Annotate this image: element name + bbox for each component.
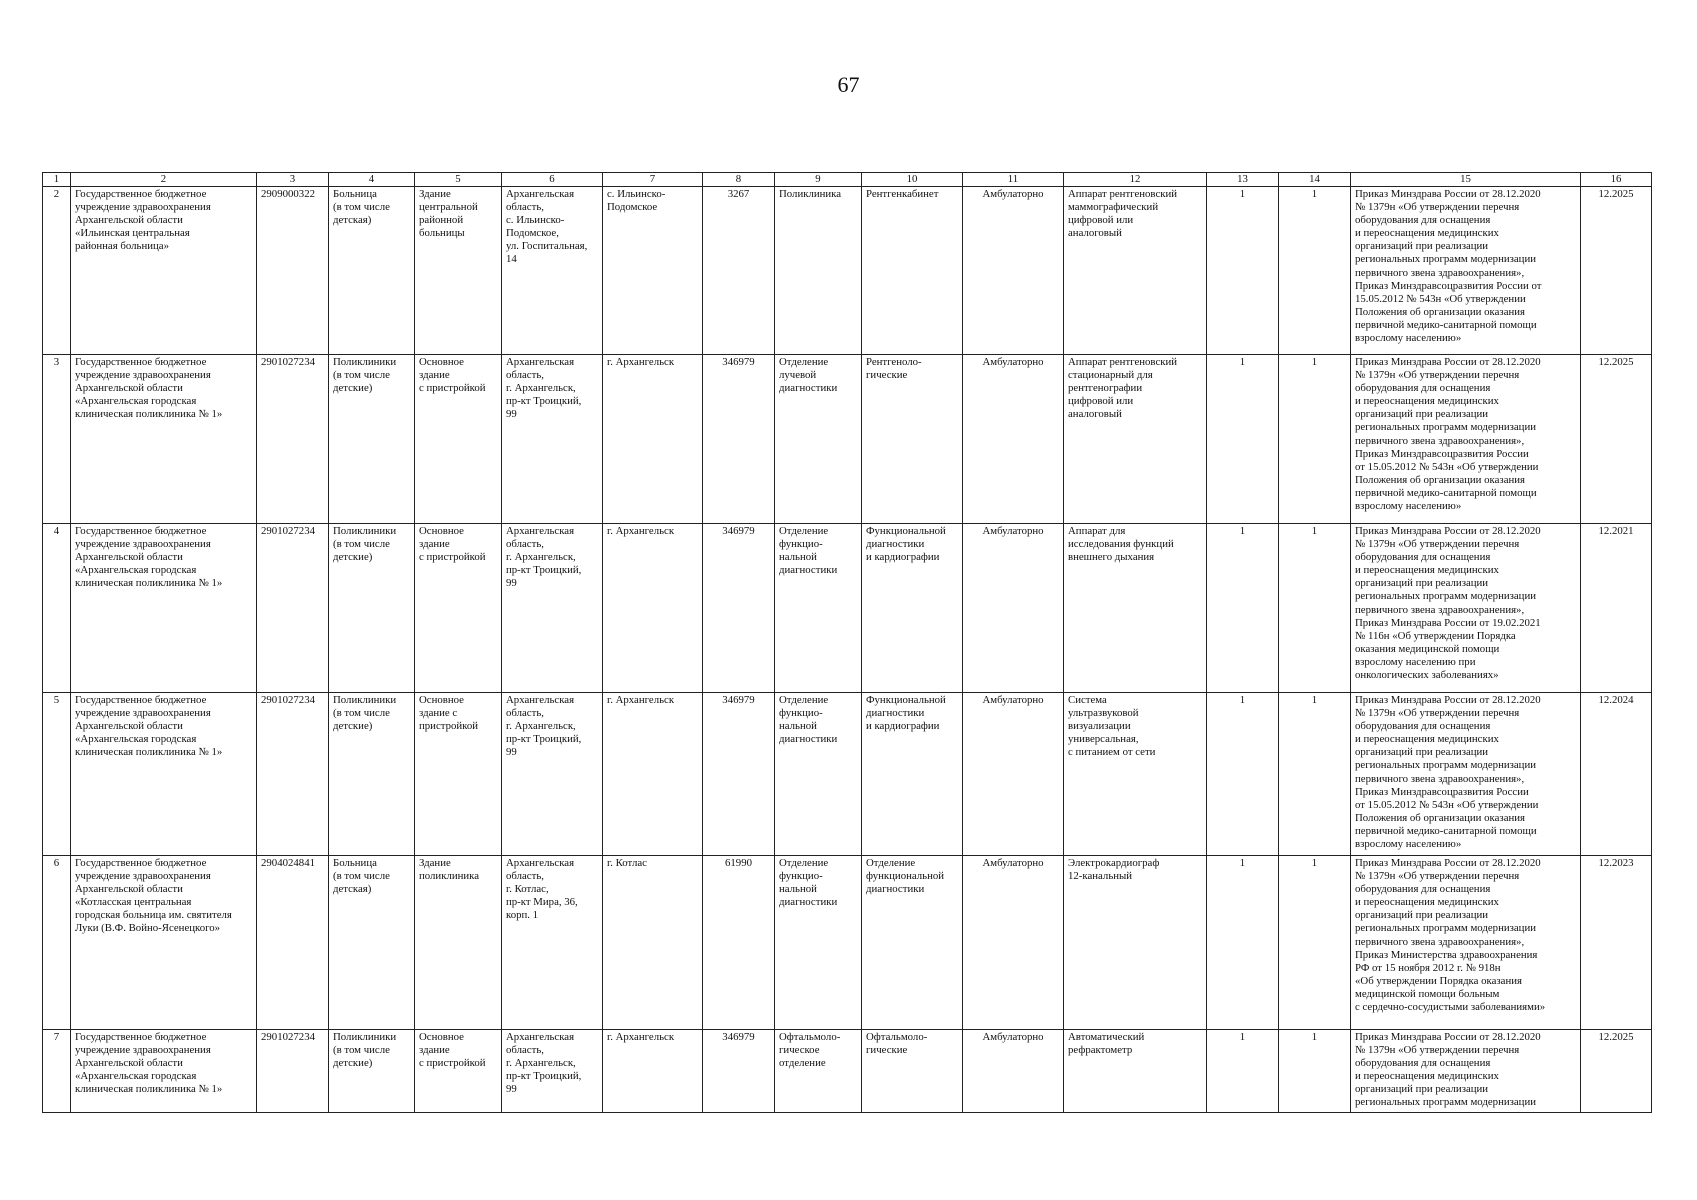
equipment: Аппарат для исследования функций внешнего дыхания [1064, 524, 1207, 693]
facility-type: Поликлиники (в том числе детские) [329, 693, 415, 856]
legal-basis: Приказ Минздрава России от 28.12.2020 № 1379н «Об утверждении перечня оборудования для оснащения и переоснащения медицинских организаций при реализации региональных программ модернизации первичного звена здравоохранения», Приказ Минздравсоцразвития России от 15.05.2012 № 543н «Об утверждении Положения об организации оказания первичной медико-санитарной помощи взрослому населению» [1351, 693, 1581, 856]
column-number: 3 [257, 173, 329, 187]
column-number: 9 [775, 173, 862, 187]
unit: Отделение функцио- нальной диагностики [775, 693, 862, 856]
row-number: 6 [43, 856, 71, 1030]
care-type: Амбулаторно [963, 187, 1064, 355]
due-date: 12.2023 [1581, 856, 1652, 1030]
address: Архангельская область, с. Ильинско- Подомское, ул. Госпитальная, 14 [502, 187, 603, 355]
table-row [43, 524, 1652, 693]
column-number: 6 [502, 173, 603, 187]
organization-name: Государственное бюджетное учреждение здравоохранения Архангельской области «Архангельская городская клиническая поликлиника № 1» [71, 524, 257, 693]
equipment-register-table [42, 172, 1652, 1113]
quantity-14: 1 [1279, 187, 1351, 355]
care-type: Амбулаторно [963, 355, 1064, 524]
column-number: 13 [1207, 173, 1279, 187]
legal-basis: Приказ Минздрава России от 28.12.2020 № 1379н «Об утверждении перечня оборудования для оснащения и переоснащения медицинских организаций при реализации региональных программ модернизации первичного звена здравоохранения», Приказ Минздрава России от 19.02.2021 № 116н «Об утверждении Порядка оказания медицинской помощи взрослому населению при онкологических заболеваниях» [1351, 524, 1581, 693]
unit: Отделение лучевой диагностики [775, 355, 862, 524]
address: Архангельская область, г. Архангельск, пр-кт Троицкий, 99 [502, 693, 603, 856]
equipment: Автоматический рефрактометр [1064, 1030, 1207, 1113]
column-number: 8 [703, 173, 775, 187]
page-number: 67 [837, 72, 860, 97]
table-row [43, 1030, 1652, 1113]
facility-type: Больница (в том числе детская) [329, 856, 415, 1030]
population: 346979 [703, 355, 775, 524]
building: Здание центральной районной больницы [415, 187, 502, 355]
table-row [43, 355, 1652, 524]
column-number: 7 [603, 173, 703, 187]
column-number: 11 [963, 173, 1064, 187]
table-row [43, 693, 1652, 856]
department: Функциональной диагностики и кардиографии [862, 693, 963, 856]
population: 346979 [703, 1030, 775, 1113]
legal-basis: Приказ Минздрава России от 28.12.2020 № 1379н «Об утверждении перечня оборудования для оснащения и переоснащения медицинских организаций при реализации региональных программ модернизации первичного звена здравоохранения», Приказ Минздравсоцразвития России от 15.05.2012 № 543н «Об утверждении Положения об организации оказания первичной медико-санитарной помощи взрослому населению» [1351, 355, 1581, 524]
equipment: Аппарат рентгеновский маммографический цифровой или аналоговый [1064, 187, 1207, 355]
facility-type: Поликлиники (в том числе детские) [329, 355, 415, 524]
organization-name: Государственное бюджетное учреждение здравоохранения Архангельской области «Архангельская городская клиническая поликлиника № 1» [71, 1030, 257, 1113]
unit: Поликлиника [775, 187, 862, 355]
care-type: Амбулаторно [963, 693, 1064, 856]
column-number: 4 [329, 173, 415, 187]
facility-type: Больница (в том числе детская) [329, 187, 415, 355]
address: Архангельская область, г. Архангельск, пр-кт Троицкий, 99 [502, 355, 603, 524]
legal-basis: Приказ Минздрава России от 28.12.2020 № 1379н «Об утверждении перечня оборудования для оснащения и переоснащения медицинских организаций при реализации региональных программ модернизации первичного звена здравоохранения», Приказ Минздравсоцразвития России от 15.05.2012 № 543н «Об утверждении Положения об организации оказания первичной медико-санитарной помощи взрослому населению» [1351, 187, 1581, 355]
population: 61990 [703, 856, 775, 1030]
quantity-14: 1 [1279, 1030, 1351, 1113]
equipment: Электрокардиограф 12-канальный [1064, 856, 1207, 1030]
inn: 2901027234 [257, 1030, 329, 1113]
locality: г. Архангельск [603, 1030, 703, 1113]
unit: Офтальмоло- гическое отделение [775, 1030, 862, 1113]
inn: 2904024841 [257, 856, 329, 1030]
department: Офтальмоло- гические [862, 1030, 963, 1113]
quantity-13: 1 [1207, 355, 1279, 524]
quantity-13: 1 [1207, 1030, 1279, 1113]
due-date: 12.2021 [1581, 524, 1652, 693]
facility-type: Поликлиники (в том числе детские) [329, 524, 415, 693]
quantity-14: 1 [1279, 856, 1351, 1030]
column-number: 12 [1064, 173, 1207, 187]
population: 346979 [703, 524, 775, 693]
department: Рентгенкабинет [862, 187, 963, 355]
due-date: 12.2024 [1581, 693, 1652, 856]
row-number: 5 [43, 693, 71, 856]
column-number: 1 [43, 173, 71, 187]
organization-name: Государственное бюджетное учреждение здравоохранения Архангельской области «Архангельская городская клиническая поликлиника № 1» [71, 693, 257, 856]
locality: г. Архангельск [603, 524, 703, 693]
column-number: 14 [1279, 173, 1351, 187]
equipment: Аппарат рентгеновский стационарный для рентгенографии цифровой или аналоговый [1064, 355, 1207, 524]
row-number: 4 [43, 524, 71, 693]
organization-name: Государственное бюджетное учреждение здравоохранения Архангельской области «Архангельская городская клиническая поликлиника № 1» [71, 355, 257, 524]
address: Архангельская область, г. Архангельск, пр-кт Троицкий, 99 [502, 1030, 603, 1113]
table-row [43, 856, 1652, 1030]
address: Архангельская область, г. Архангельск, пр-кт Троицкий, 99 [502, 524, 603, 693]
locality: г. Архангельск [603, 693, 703, 856]
legal-basis: Приказ Минздрава России от 28.12.2020 № 1379н «Об утверждении перечня оборудования для оснащения и переоснащения медицинских организаций при реализации региональных программ модернизации первичного звена здравоохранения», Приказ Министерства здравоохранения РФ от 15 ноября 2012 г. № 918н «Об утверждении Порядка оказания медицинской помощи больным с сердечно-сосудистыми заболеваниями» [1351, 856, 1581, 1030]
row-number: 7 [43, 1030, 71, 1113]
address: Архангельская область, г. Котлас, пр-кт Мира, 36, корп. 1 [502, 856, 603, 1030]
column-number: 15 [1351, 173, 1581, 187]
locality: г. Архангельск [603, 355, 703, 524]
row-number: 2 [43, 187, 71, 355]
column-number: 16 [1581, 173, 1652, 187]
unit: Отделение функцио- нальной диагностики [775, 856, 862, 1030]
facility-type: Поликлиники (в том числе детские) [329, 1030, 415, 1113]
organization-name: Государственное бюджетное учреждение здравоохранения Архангельской области «Ильинская центральная районная больница» [71, 187, 257, 355]
legal-basis: Приказ Минздрава России от 28.12.2020 № 1379н «Об утверждении перечня оборудования для оснащения и переоснащения медицинских организаций при реализации региональных программ модернизации [1351, 1030, 1581, 1113]
building: Основное здание с пристройкой [415, 355, 502, 524]
inn: 2909000322 [257, 187, 329, 355]
locality: г. Котлас [603, 856, 703, 1030]
care-type: Амбулаторно [963, 1030, 1064, 1113]
column-number: 5 [415, 173, 502, 187]
population: 346979 [703, 693, 775, 856]
building: Основное здание с пристройкой [415, 693, 502, 856]
quantity-13: 1 [1207, 187, 1279, 355]
inn: 2901027234 [257, 355, 329, 524]
due-date: 12.2025 [1581, 1030, 1652, 1113]
inn: 2901027234 [257, 693, 329, 856]
quantity-13: 1 [1207, 856, 1279, 1030]
column-number: 10 [862, 173, 963, 187]
column-number-row [43, 173, 1652, 187]
row-number: 3 [43, 355, 71, 524]
care-type: Амбулаторно [963, 856, 1064, 1030]
building: Основное здание с пристройкой [415, 524, 502, 693]
unit: Отделение функцио- нальной диагностики [775, 524, 862, 693]
organization-name: Государственное бюджетное учреждение здравоохранения Архангельской области «Котласская центральная городская больница им. святителя Луки (В.Ф. Войно-Ясенецкого» [71, 856, 257, 1030]
inn: 2901027234 [257, 524, 329, 693]
department: Рентгеноло- гические [862, 355, 963, 524]
due-date: 12.2025 [1581, 187, 1652, 355]
due-date: 12.2025 [1581, 355, 1652, 524]
building: Основное здание с пристройкой [415, 1030, 502, 1113]
locality: с. Ильинско- Подомское [603, 187, 703, 355]
building: Здание поликлиника [415, 856, 502, 1030]
department: Отделение функциональной диагностики [862, 856, 963, 1030]
quantity-13: 1 [1207, 693, 1279, 856]
equipment: Система ультразвуковой визуализации универсальная, с питанием от сети [1064, 693, 1207, 856]
quantity-14: 1 [1279, 524, 1351, 693]
department: Функциональной диагностики и кардиографии [862, 524, 963, 693]
population: 3267 [703, 187, 775, 355]
quantity-14: 1 [1279, 693, 1351, 856]
care-type: Амбулаторно [963, 524, 1064, 693]
quantity-14: 1 [1279, 355, 1351, 524]
quantity-13: 1 [1207, 524, 1279, 693]
table-row [43, 187, 1652, 355]
column-number: 2 [71, 173, 257, 187]
